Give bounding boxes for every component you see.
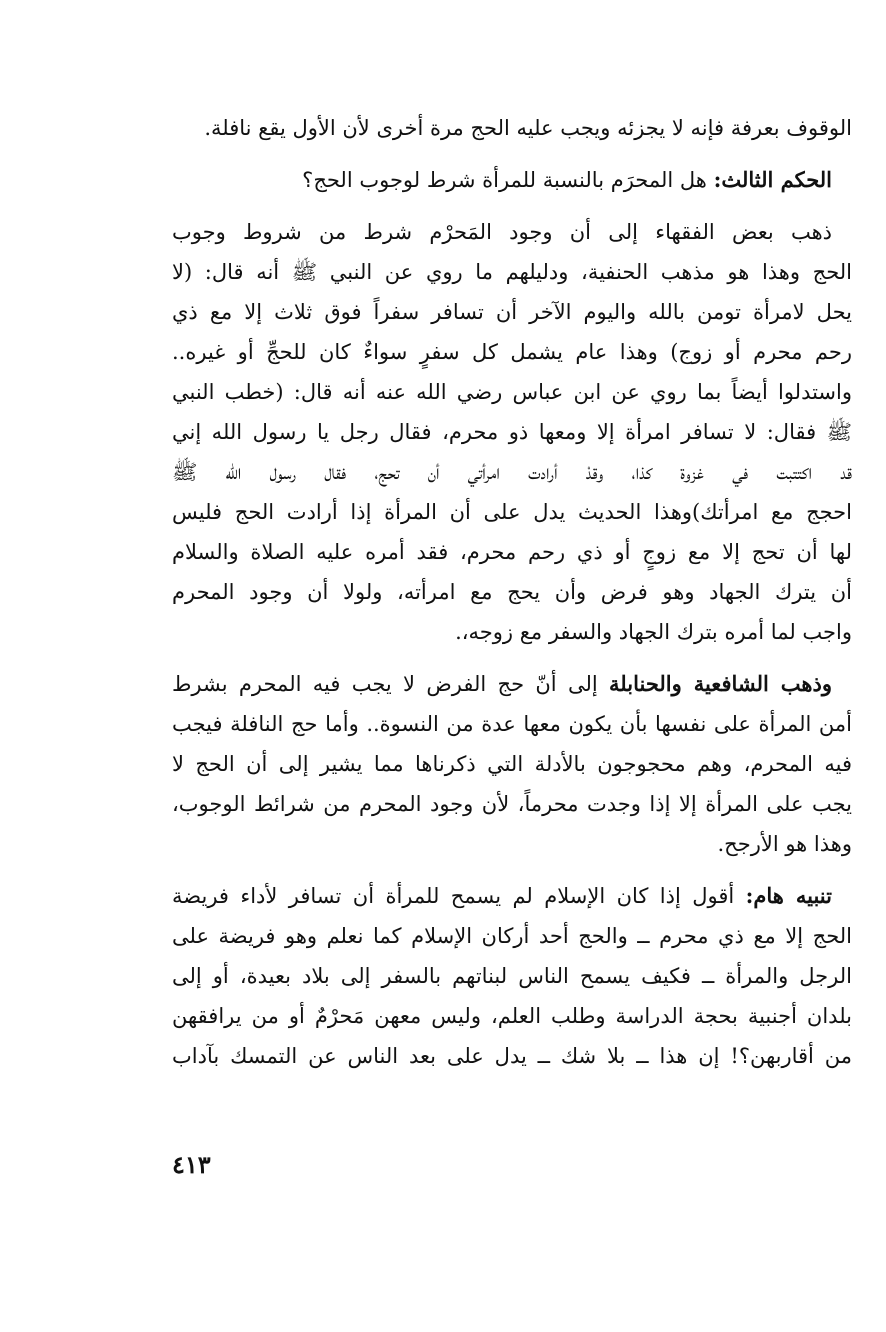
text-line: من أقاربهن؟! إن هذا ــ بلا شك ــ يدل على بعد الناس عن التمسك بآداب <box>172 1044 852 1068</box>
text-line: واستدلوا أيضاً بما روي عن ابن عباس رضي الله عنه أنه قال: (خطب النبي <box>172 380 852 404</box>
text-line <box>172 160 852 200</box>
text-line: بلدان أجنبية بحجة الدراسة وطلب العلم، وليس معهن مَحرْمٌ أو من يرافقهن <box>172 1004 852 1028</box>
text-line: ﷺ فقال: لا تسافر امرأة إلا ومعها ذو محرم، فقال رجل يا رسول الله إني <box>172 420 852 444</box>
text-line: الوقوف بعرفة فإنه لا يجزئه ويجب عليه الحج مرة أخرى لأن الأول يقع نافلة. <box>204 116 852 140</box>
text-line <box>172 876 852 916</box>
text-line: رحم محرم أو زوج) وهذا عام يشمل كل سفرٍ سواءٌ كان للحجِّ أو غيره.. <box>172 340 852 364</box>
text-fragment: أقول إذا كان الإسلام لم يسمح للمرأة أن تسافر لأداء فريضة <box>172 884 735 908</box>
text-fragment: إلى أنّ حج الفرض لا يجب فيه المحرم بشرط <box>172 672 598 696</box>
text-line: ذهب بعض الفقهاء إلى أن وجود المَحرْم شرط من شروط وجوب <box>172 220 832 244</box>
text-line: واجب لما أمره بترك الجهاد والسفر مع زوجه،. <box>455 620 852 644</box>
text-line: أن يترك الجهاد وهو فرض وأن يحج مع امرأته، ولولا أن وجود المحرم <box>172 580 852 604</box>
text-line: أمن المرأة على نفسها بأن يكون معها عدة من النسوة.. وأما حج النافلة فيجب <box>172 712 852 736</box>
text-line: يحل لامرأة تومن بالله واليوم الآخر أن تسافر سفراً فوق ثلاث إلا مع ذي <box>172 300 852 324</box>
body-text <box>172 108 852 1076</box>
text-line: قد اكتتبت في غزوة كذا، وقدْ أرادت امرأتي أن تحج، فقال رسول الله ﷺ <box>172 460 852 484</box>
paragraph-ruling-three <box>172 160 852 200</box>
paragraph-shafii-view <box>172 664 852 864</box>
section-heading: الحكم الثالث: <box>713 167 832 192</box>
note-heading: تنبيه هام: <box>745 883 832 908</box>
text-line: يجب على المرأة إلا إذا وجدت محرماً، لأن وجود المحرم من شرائط الوجوب، <box>172 792 852 816</box>
bold-lead: وذهب الشافعية والحنابلة <box>609 671 832 696</box>
text-line <box>172 664 852 704</box>
text-line: فيه المحرم، وهم محجوجون بالأدلة التي ذكرناها مما يشير إلى أن الحج لا <box>172 752 852 776</box>
page-number: ٤١٣ <box>172 1150 211 1179</box>
text-line: لها أن تحج إلا مع زوجٍ أو ذي رحم محرم، فقد أمره عليه الصلاة والسلام <box>172 540 852 564</box>
text-line: الحج وهذا هو مذهب الحنفية، ودليلهم ما روي عن النبي ﷺ أنه قال: (لا <box>172 260 852 284</box>
text-line: الحج إلا مع ذي محرم ــ والحج أحد أركان الإسلام كما نعلم وهو فريضة على <box>172 924 852 948</box>
text-line: احجج مع امرأتك)وهذا الحديث يدل على أن المرأة إذا أرادت الحج فليس <box>172 500 852 524</box>
paragraph-continuation <box>172 108 852 148</box>
paragraph-important-note <box>172 876 852 1076</box>
text-line: الرجل والمرأة ــ فكيف يسمح الناس لبناتهم بالسفر إلى بلاد بعيدة، أو إلى <box>172 964 852 988</box>
paragraph-hanafi-view <box>172 212 852 652</box>
text-line: وهذا هو الأرجح. <box>717 832 852 856</box>
heading-question: هل المحرَم بالنسبة للمرأة شرط لوجوب الحج؟ <box>302 168 707 192</box>
